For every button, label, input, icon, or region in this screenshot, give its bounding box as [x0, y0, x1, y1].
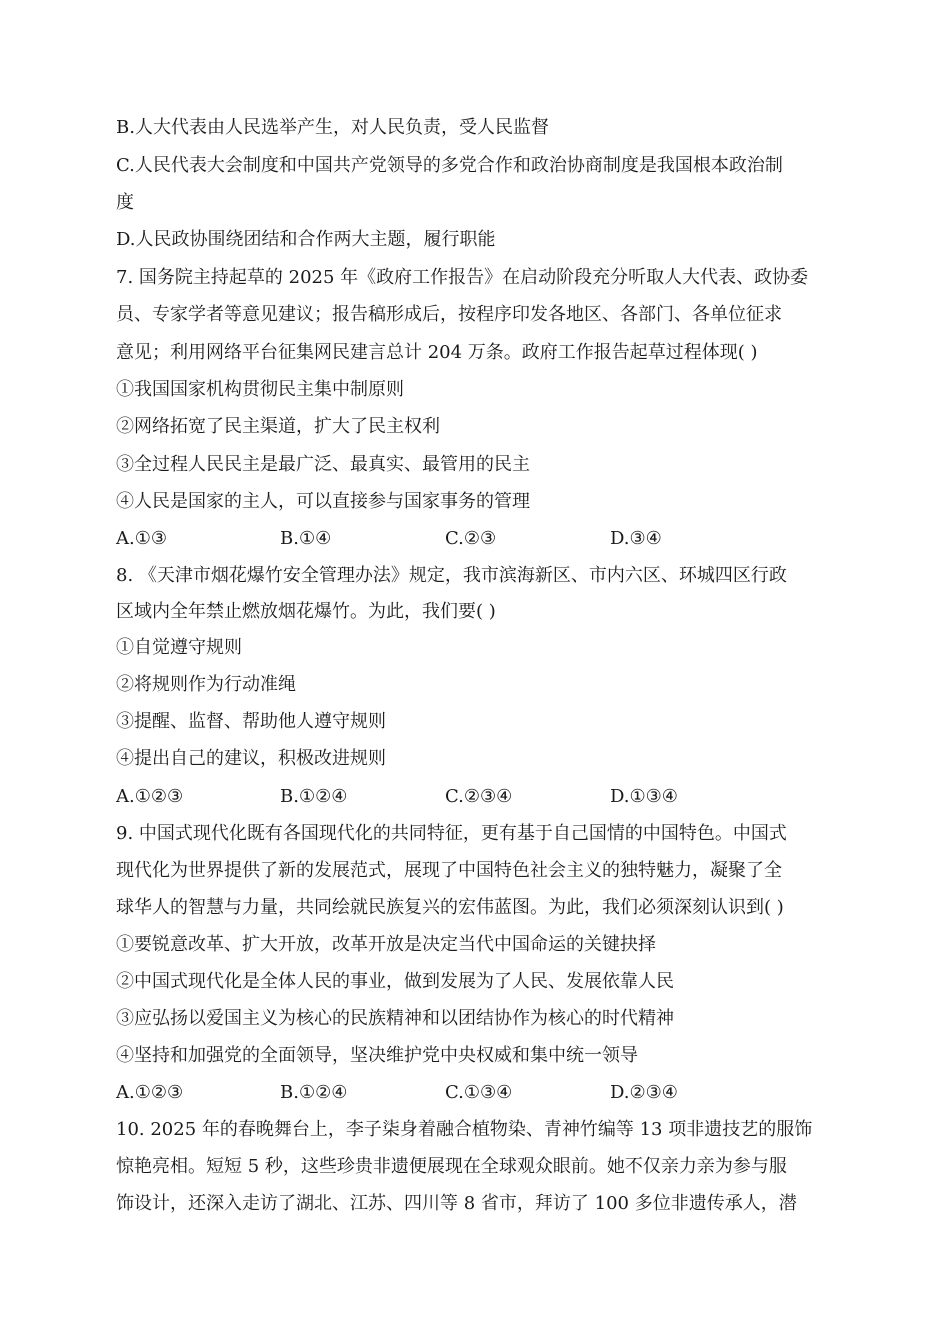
q9-choice-a: A.①②③: [116, 1082, 184, 1103]
q9-statement-2: ②中国式现代化是全体人民的事业，做到发展为了人民、发展依靠人民: [116, 971, 674, 992]
q8-statement-3: ③提醒、监督、帮助他人遵守规则: [116, 711, 386, 732]
q8-statement-1: ①自觉遵守规则: [116, 637, 242, 658]
q10-stem-line: 饰设计，还深入走访了湖北、江苏、四川等 8 省市，拜访了 100 多位非遗传承人，潜: [116, 1193, 797, 1214]
q7-statement-4: ④人民是国家的主人，可以直接参与国家事务的管理: [116, 491, 530, 512]
q7-stem-line: 7. 国务院主持起草的 2025 年《政府工作报告》在启动阶段充分听取人大代表、政协委: [116, 267, 809, 288]
q7-choice-b: B.①④: [280, 528, 332, 549]
q9-statement-4: ④坚持和加强党的全面领导，坚决维护党中央权威和集中统一领导: [116, 1045, 638, 1066]
q8-choice-d: D.①③④: [610, 786, 678, 807]
q8-choice-a: A.①②③: [116, 786, 184, 807]
q7-stem-line: 意见；利用网络平台征集网民建言总计 204 万条。政府工作报告起草过程体现( ): [116, 342, 758, 363]
q8-statement-2: ②将规则作为行动准绳: [116, 674, 296, 695]
q9-choice-d: D.②③④: [610, 1082, 678, 1103]
q9-statement-3: ③应弘扬以爱国主义为核心的民族精神和以团结协作为核心的时代精神: [116, 1008, 674, 1029]
q9-statement-1: ①要锐意改革、扩大开放，改革开放是决定当代中国命运的关键抉择: [116, 934, 656, 955]
q9-stem-line: 球华人的智慧与力量，共同绘就民族复兴的宏伟蓝图。为此，我们必须深刻认识到( ): [116, 897, 784, 918]
q6-option-c-line2: 度: [116, 192, 134, 213]
q7-stem-line: 员、专家学者等意见建议；报告稿形成后，按程序印发各地区、各部门、各单位征求: [116, 304, 782, 325]
q10-stem-line: 10. 2025 年的春晚舞台上，李子柒身着融合植物染、青神竹编等 13 项非遗技艺的服饰: [116, 1119, 813, 1140]
q8-stem-line: 8. 《天津市烟花爆竹安全管理办法》规定，我市滨海新区、市内六区、环城四区行政: [116, 565, 787, 586]
q8-choice-b: B.①②④: [280, 786, 348, 807]
q7-statement-2: ②网络拓宽了民主渠道，扩大了民主权利: [116, 416, 440, 437]
q9-stem-line: 现代化为世界提供了新的发展范式，展现了中国特色社会主义的独特魅力，凝聚了全: [116, 860, 782, 881]
q9-stem-line: 9. 中国式现代化既有各国现代化的共同特征，更有基于自己国情的中国特色。中国式: [116, 823, 787, 844]
q7-choice-c: C.②③: [445, 528, 497, 549]
q8-stem-line: 区域内全年禁止燃放烟花爆竹。为此，我们要( ): [116, 601, 496, 622]
q10-stem-line: 惊艳亮相。短短 5 秒，这些珍贵非遗便展现在全球观众眼前。她不仅亲力亲为参与服: [116, 1156, 787, 1177]
q7-statement-3: ③全过程人民民主是最广泛、最真实、最管用的民主: [116, 454, 530, 475]
q6-option-d: D.人民政协围绕团结和合作两大主题，履行职能: [116, 229, 496, 250]
q6-option-b: B.人大代表由人民选举产生，对人民负责，受人民监督: [116, 117, 549, 138]
q7-choice-a: A.①③: [116, 528, 167, 549]
q8-statement-4: ④提出自己的建议，积极改进规则: [116, 748, 386, 769]
q7-choice-d: D.③④: [610, 528, 662, 549]
q7-statement-1: ①我国国家机构贯彻民主集中制原则: [116, 379, 404, 400]
q8-choice-c: C.②③④: [445, 786, 513, 807]
q9-choice-b: B.①②④: [280, 1082, 348, 1103]
q9-choice-c: C.①③④: [445, 1082, 513, 1103]
q6-option-c-line1: C.人民代表大会制度和中国共产党领导的多党合作和政治协商制度是我国根本政治制: [116, 155, 783, 176]
